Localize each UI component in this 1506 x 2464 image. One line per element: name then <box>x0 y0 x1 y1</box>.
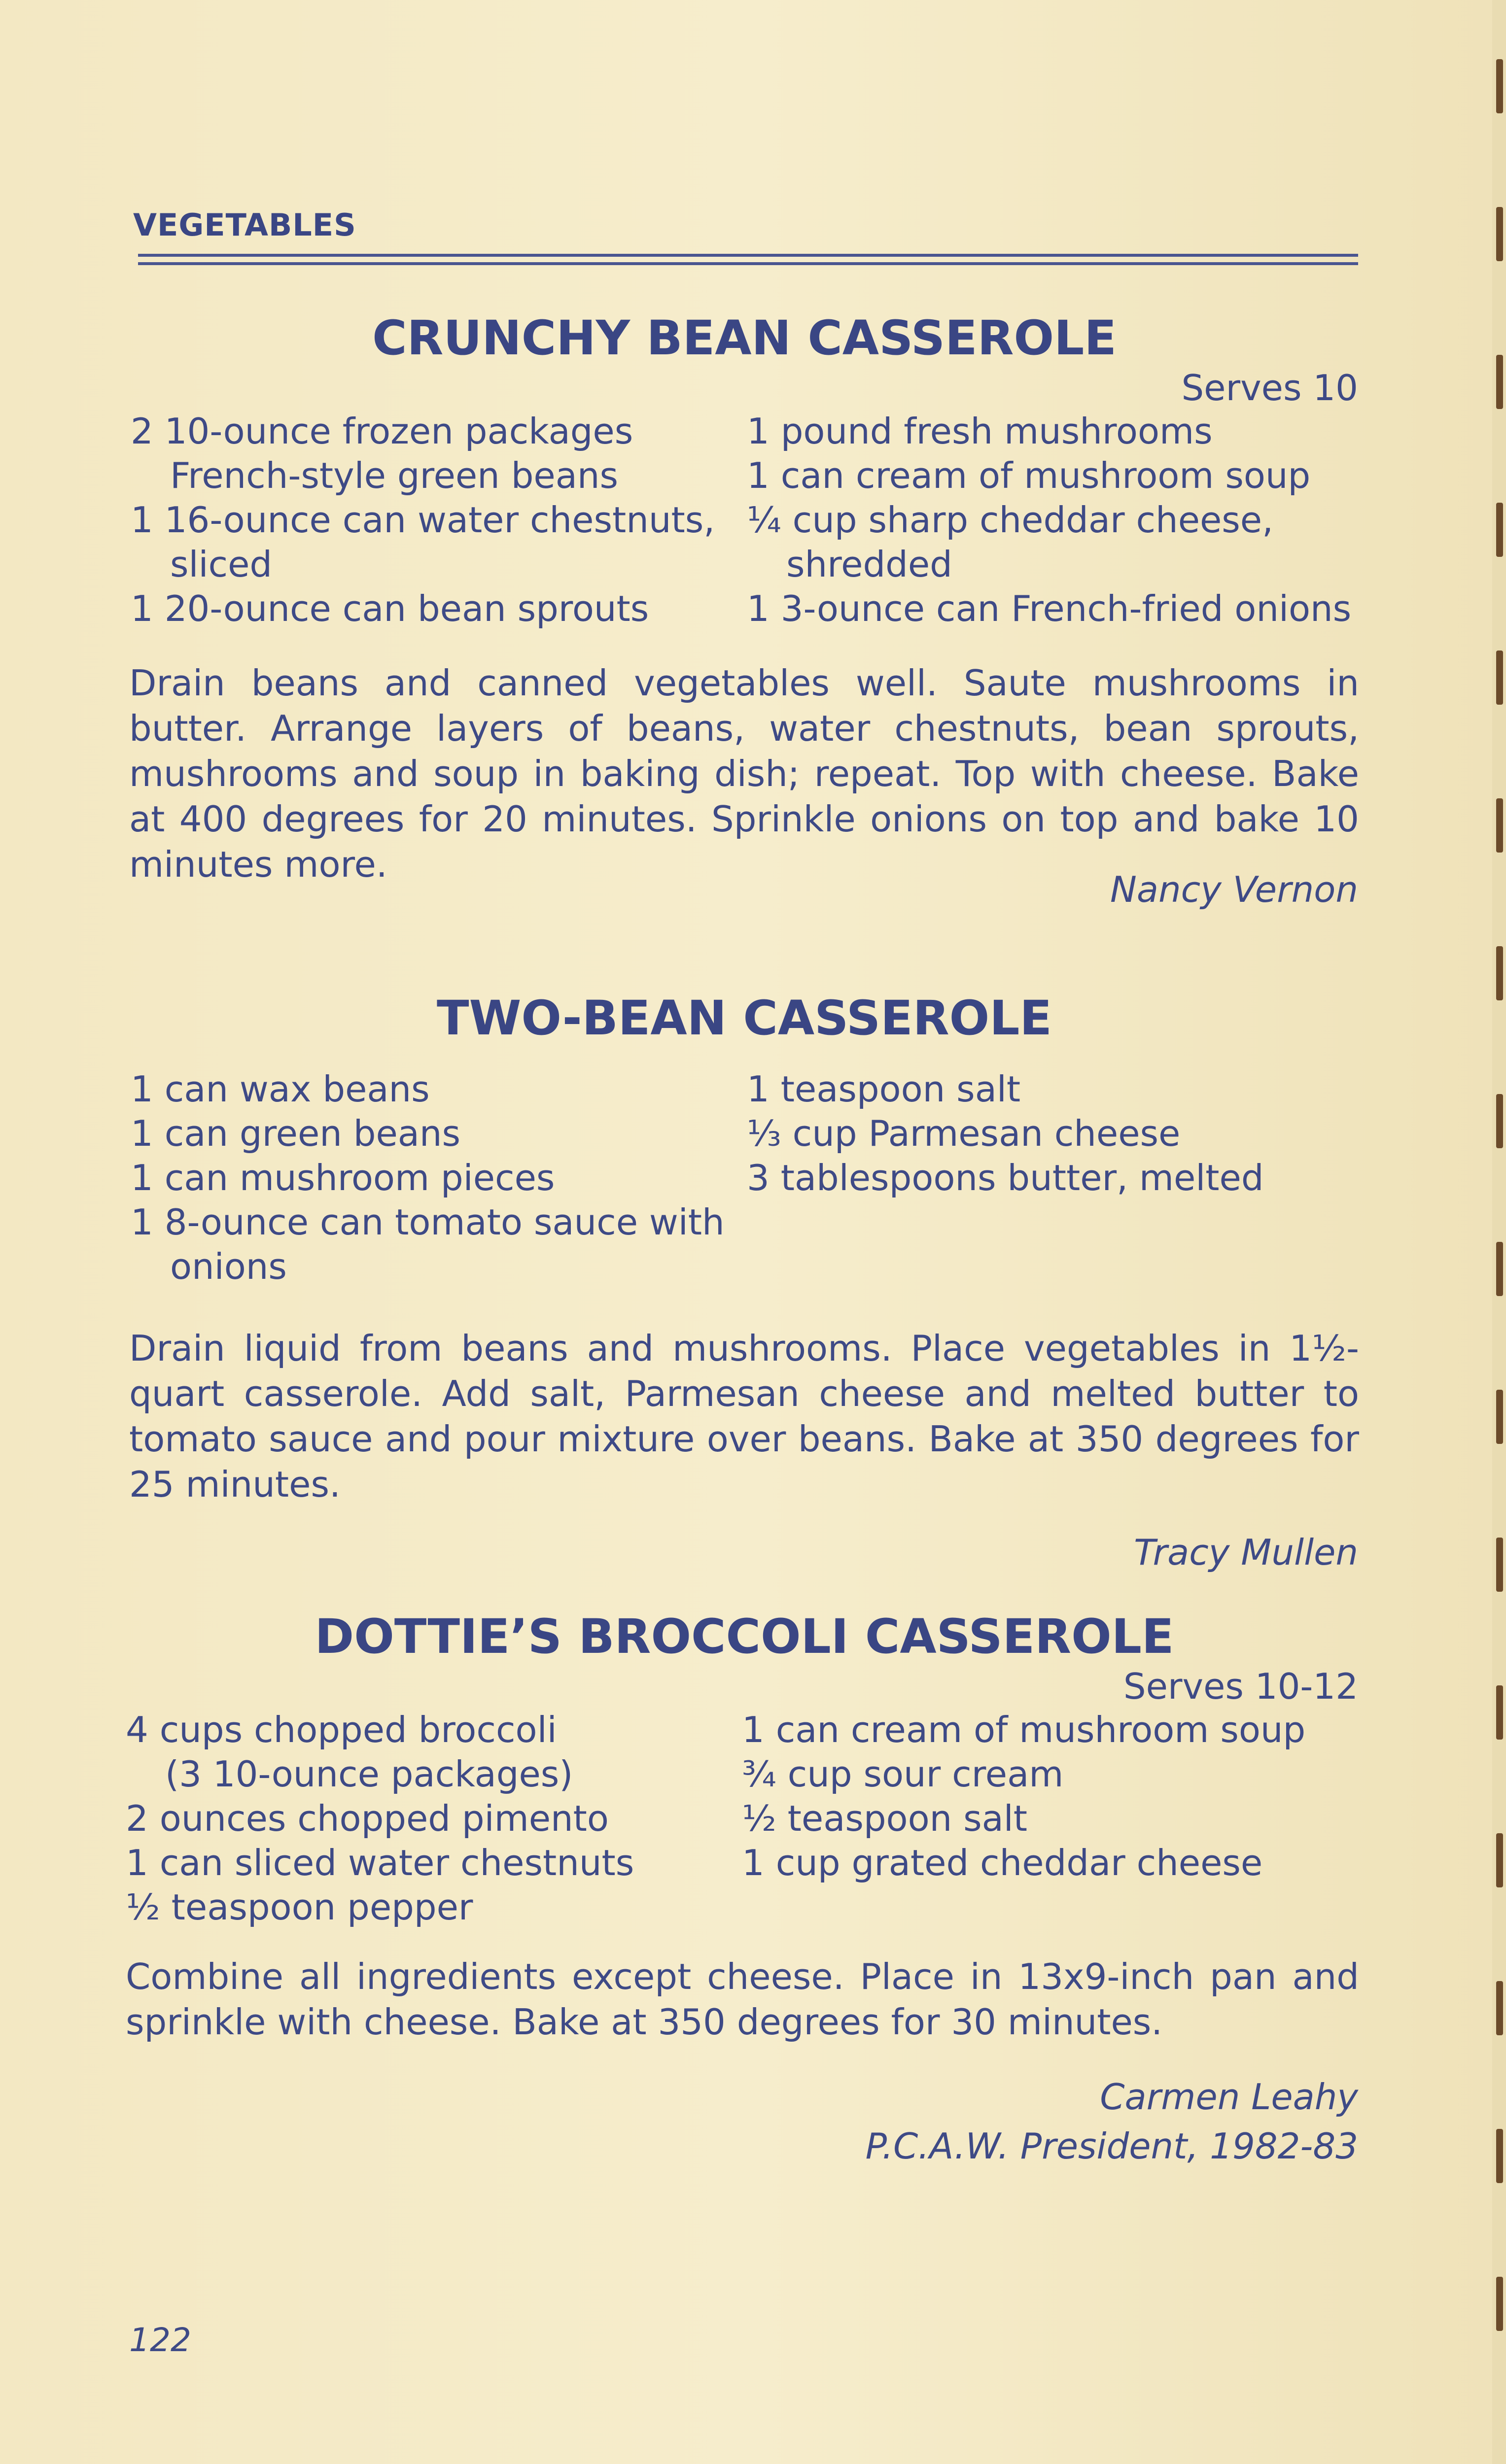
ingredient-list-right <box>747 409 1363 631</box>
ingredient-line: 1 can green beans <box>131 1113 461 1154</box>
spiral-binding-edge <box>1492 0 1506 2464</box>
ingredient-item <box>747 409 1363 453</box>
ingredient-item <box>126 1841 737 1885</box>
ingredient-line: 2 10-ounce frozen packages <box>131 411 633 452</box>
binding-hole <box>1496 1981 1503 2035</box>
ingredient-item <box>126 1708 737 1796</box>
recipe-author-title: P.C.A.W. President, 1982-83 <box>865 2125 1358 2167</box>
ingredient-line-cont: French-style green beans <box>170 455 618 496</box>
ingredient-list-right <box>742 1708 1363 1885</box>
ingredient-line: 1 3-ounce can French-fried onions <box>747 588 1352 629</box>
ingredient-item <box>742 1841 1363 1885</box>
ingredient-item <box>131 1156 737 1200</box>
binding-hole <box>1496 1538 1503 1592</box>
ingredient-line: 1 can mushroom pieces <box>131 1157 555 1198</box>
binding-hole <box>1496 1833 1503 1887</box>
ingredient-line: 4 cups chopped broccoli <box>126 1709 557 1750</box>
serves-count: Serves 10-12 <box>1123 1666 1358 1707</box>
ingredient-line: 1 teaspoon salt <box>747 1068 1021 1110</box>
binding-hole <box>1496 1390 1503 1444</box>
ingredient-item <box>131 1111 737 1156</box>
ingredient-item <box>742 1752 1363 1796</box>
ingredient-line-cont: sliced <box>170 544 273 585</box>
ingredient-line: 1 can cream of mushroom soup <box>747 455 1311 496</box>
ingredient-list-left <box>131 1067 737 1289</box>
ingredient-line: 1 can cream of mushroom soup <box>742 1709 1306 1750</box>
ingredient-item <box>131 1200 737 1289</box>
recipe-author: Carmen Leahy <box>1100 2076 1358 2118</box>
ingredient-line: 1 8-ounce can tomato sauce with <box>131 1201 725 1243</box>
ingredient-list-right <box>747 1067 1363 1200</box>
serves-count: Serves 10 <box>1181 367 1358 409</box>
ingredient-list-left <box>126 1708 737 1929</box>
binding-hole <box>1496 355 1503 409</box>
binding-hole <box>1496 2277 1503 2331</box>
recipe-author-block <box>866 2072 1358 2171</box>
ingredient-line: 2 ounces chopped pimento <box>126 1798 609 1839</box>
recipe-title: CRUNCHY BEAN CASSEROLE <box>372 310 1117 366</box>
section-label: VEGETABLES <box>133 207 356 243</box>
ingredient-item <box>131 409 737 498</box>
binding-hole <box>1496 1242 1503 1296</box>
binding-hole <box>1496 798 1503 853</box>
ingredient-line: 3 tablespoons butter, melted <box>747 1157 1264 1198</box>
binding-hole <box>1496 1685 1503 1740</box>
ingredient-item <box>131 586 737 631</box>
ingredient-item <box>747 1111 1363 1156</box>
recipe-author: Nancy Vernon <box>1110 869 1358 910</box>
page-number: 122 <box>129 2321 191 2359</box>
ingredient-line-cont: onions <box>170 1246 287 1287</box>
recipe-directions: Combine all ingredients except cheese. Place in 13x9-inch pan and sprinkle with cheese. Bake at 350 degrees for 30 minutes. <box>126 1956 1359 2043</box>
ingredient-line-cont: (3 10-ounce packages) <box>165 1753 573 1795</box>
recipe-title: DOTTIE’S BROCCOLI CASSEROLE <box>315 1609 1174 1664</box>
header-rule <box>138 254 1358 257</box>
ingredient-line: 1 pound fresh mushrooms <box>747 411 1213 452</box>
ingredient-item <box>747 453 1363 498</box>
recipe-author: Tracy Mullen <box>1134 1532 1358 1573</box>
ingredient-line: ¼ cup sharp cheddar cheese, <box>747 499 1273 541</box>
ingredient-line-cont: shredded <box>786 544 952 585</box>
ingredient-line: 1 can sliced water chestnuts <box>126 1842 634 1883</box>
ingredient-item <box>126 1796 737 1841</box>
ingredient-item <box>126 1885 737 1929</box>
ingredient-item <box>747 498 1363 586</box>
ingredient-line: 1 cup grated cheddar cheese <box>742 1842 1263 1883</box>
ingredient-item <box>747 586 1363 631</box>
binding-hole <box>1496 503 1503 557</box>
ingredient-line: 1 16-ounce can water chestnuts, <box>131 499 715 541</box>
binding-hole <box>1496 207 1503 261</box>
recipe-directions: Drain beans and canned vegetables well. Saute mushrooms in butter. Arrange layers of beans, water chestnuts, bean sprouts, mushrooms and soup in baking dish; repeat. Top with cheese. Bake at 400 degrees for 20 minutes. Sprinkle onions on top and bake 10 minutes more. <box>129 662 1359 885</box>
ingredient-item <box>131 1067 737 1111</box>
ingredient-item <box>747 1156 1363 1200</box>
binding-hole <box>1496 946 1503 1000</box>
binding-hole <box>1496 59 1503 113</box>
binding-hole <box>1496 650 1503 705</box>
ingredient-line: ¾ cup sour cream <box>742 1753 1064 1795</box>
ingredient-item <box>742 1796 1363 1841</box>
ingredient-line: 1 20-ounce can bean sprouts <box>131 588 649 629</box>
ingredient-item <box>131 498 737 586</box>
header-rule <box>138 262 1358 265</box>
recipe-directions: Drain liquid from beans and mushrooms. Place vegetables in 1½-quart casserole. Add salt, Parmesan cheese and melted butter to tomato sauce and pour mixture over beans. Bake at 350 degrees for 25 minutes. <box>129 1328 1359 1505</box>
ingredient-item <box>747 1067 1363 1111</box>
ingredient-line: ⅓ cup Parmesan cheese <box>747 1113 1181 1154</box>
binding-hole <box>1496 2129 1503 2183</box>
ingredient-line: 1 can wax beans <box>131 1068 430 1110</box>
recipe-title: TWO-BEAN CASSEROLE <box>437 991 1052 1046</box>
ingredient-line: ½ teaspoon pepper <box>126 1886 473 1928</box>
ingredient-list-left <box>131 409 737 631</box>
ingredient-item <box>742 1708 1363 1752</box>
ingredient-line: ½ teaspoon salt <box>742 1798 1028 1839</box>
binding-hole <box>1496 1094 1503 1148</box>
